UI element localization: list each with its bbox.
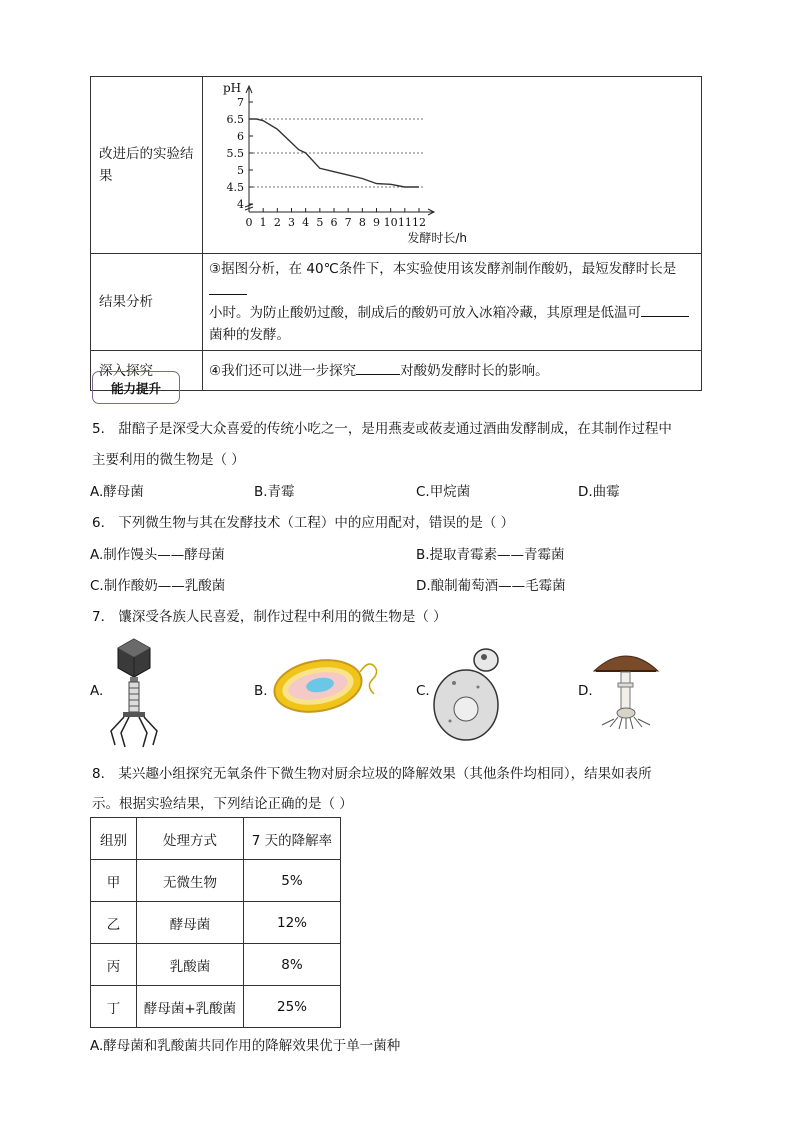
x-tick-label: 6: [330, 216, 338, 229]
q5-option-d[interactable]: D.曲霉: [578, 484, 620, 500]
y-tick-label: 5: [237, 164, 244, 177]
table-header-treatment: 处理方式: [137, 818, 244, 860]
y-tick-label: 4.5: [226, 181, 244, 194]
q7-option-b[interactable]: B.: [254, 683, 268, 699]
analysis-cell: [203, 254, 702, 351]
analysis-text-2: 小时。为防止酸奶过酸，制成后的酸奶可放入冰箱冷藏，其原理是低温可: [209, 305, 641, 321]
q8-stem-line2: 示。根据实验结果，下列结论正确的是（ ）: [92, 796, 353, 812]
table-cell: 酵母菌: [137, 902, 244, 944]
y-tick-label: 7: [237, 96, 244, 109]
analysis-text-1: ③据图分析，在 40℃条件下，本实验使用该发酵剂制作酸奶，最短发酵时长是: [209, 261, 677, 277]
y-tick-label: 5.5: [226, 147, 244, 160]
table-cell: 乳酸菌: [137, 944, 244, 986]
q5-option-a[interactable]: A.酵母菌: [90, 484, 144, 500]
x-tick-label: 11: [397, 216, 412, 229]
x-tick-label: 7: [344, 216, 352, 229]
explore-text-2: 对酸奶发酵时长的影响。: [400, 362, 549, 379]
q5-stem-line2: 主要利用的微生物是（ ）: [92, 452, 245, 468]
q6-option-a[interactable]: A.制作馒头——酵母菌: [90, 547, 225, 563]
ph-line-chart: [211, 78, 481, 252]
answer-blank[interactable]: [356, 361, 400, 375]
q6-stem-line1: 6． 下列微生物与其在发酵技术（工程）中的应用配对，错误的是（ ）: [92, 515, 515, 531]
table-header-rate: 7 天的降解率: [244, 818, 341, 860]
q8-stem-line1: 8． 某兴趣小组探究无氧条件下微生物对厨余垃圾的降解效果（其他条件均相同），结果如表所: [92, 766, 652, 782]
table-cell: 丁: [91, 986, 137, 1028]
experiment-table: [90, 76, 702, 391]
table-row: [91, 902, 341, 944]
table-header-group: 组别: [91, 818, 137, 860]
row-label-results: 改进后的实验结果: [91, 77, 203, 254]
y-tick-label: 6: [237, 130, 244, 143]
x-tick-label: 2: [273, 216, 281, 229]
x-axis-label: 发酵时长/h: [407, 231, 467, 245]
explore-text-1: ④我们还可以进一步探究: [209, 362, 357, 379]
q5-option-c[interactable]: C.甲烷菌: [416, 484, 471, 500]
chart-cell: [203, 77, 702, 254]
table-cell: 25%: [244, 986, 341, 1028]
x-tick-label: 0: [245, 216, 253, 229]
table-row: [91, 860, 341, 902]
table-cell: 无微生物: [137, 860, 244, 902]
x-tick-label: 9: [373, 216, 380, 229]
section-badge: 能力提升: [92, 371, 180, 404]
analysis-text-3: 菌种的发酵。: [209, 327, 290, 343]
table-cell: 丙: [91, 944, 137, 986]
bacteriophage-image: [105, 635, 163, 750]
x-tick-label: 1: [259, 216, 267, 229]
q6-option-d[interactable]: D.酿制葡萄酒——毛霉菌: [416, 578, 566, 594]
x-tick-label: 3: [288, 216, 295, 229]
table-cell: 乙: [91, 902, 137, 944]
x-tick-label: 12: [412, 216, 426, 229]
q6-option-c[interactable]: C.制作酸奶——乳酸菌: [90, 578, 226, 594]
q6-option-b[interactable]: B.提取青霉素——青霉菌: [416, 547, 565, 563]
x-tick-label: 10: [383, 216, 398, 229]
q7-option-a[interactable]: A.: [90, 683, 104, 699]
degradation-table: [90, 817, 341, 1028]
row-label-analysis: 结果分析: [91, 254, 203, 351]
x-tick-label: 4: [302, 216, 310, 229]
yeast-image: [430, 643, 505, 743]
q5-option-b[interactable]: B.青霉: [254, 484, 295, 500]
y-tick-label: 4: [237, 198, 244, 211]
q5-stem-line1: 5． 甜醅子是深受大众喜爱的传统小吃之一，是用燕麦或莜麦通过酒曲发酵制成，在其制作过程中: [92, 421, 672, 437]
q7-stem-line1: 7． 馕深受各族人民喜爱，制作过程中利用的微生物是（ ）: [92, 609, 447, 625]
y-tick-label: 6.5: [226, 113, 244, 126]
q7-option-d[interactable]: D.: [578, 683, 593, 699]
table-cell: 酵母菌+乳酸菌: [137, 986, 244, 1028]
table-cell: 5%: [244, 860, 341, 902]
table-cell: 甲: [91, 860, 137, 902]
bacterium-image: [268, 650, 388, 715]
q8-option-a[interactable]: A.酵母菌和乳酸菌共同作用的降解效果优于单一菌种: [90, 1038, 401, 1054]
q7-option-c[interactable]: C.: [416, 683, 430, 699]
mushroom-image: [590, 645, 662, 730]
row-label-explore: 深入探究: [91, 351, 203, 391]
x-tick-label: 5: [316, 216, 324, 229]
answer-blank[interactable]: [641, 303, 689, 317]
table-cell: 8%: [244, 944, 341, 986]
explore-cell: [203, 351, 702, 391]
table-row: [91, 986, 341, 1028]
table-row: [91, 944, 341, 986]
answer-blank[interactable]: [209, 281, 247, 295]
y-axis-label: pH: [223, 81, 242, 95]
x-tick-label: 8: [358, 216, 366, 229]
table-cell: 12%: [244, 902, 341, 944]
